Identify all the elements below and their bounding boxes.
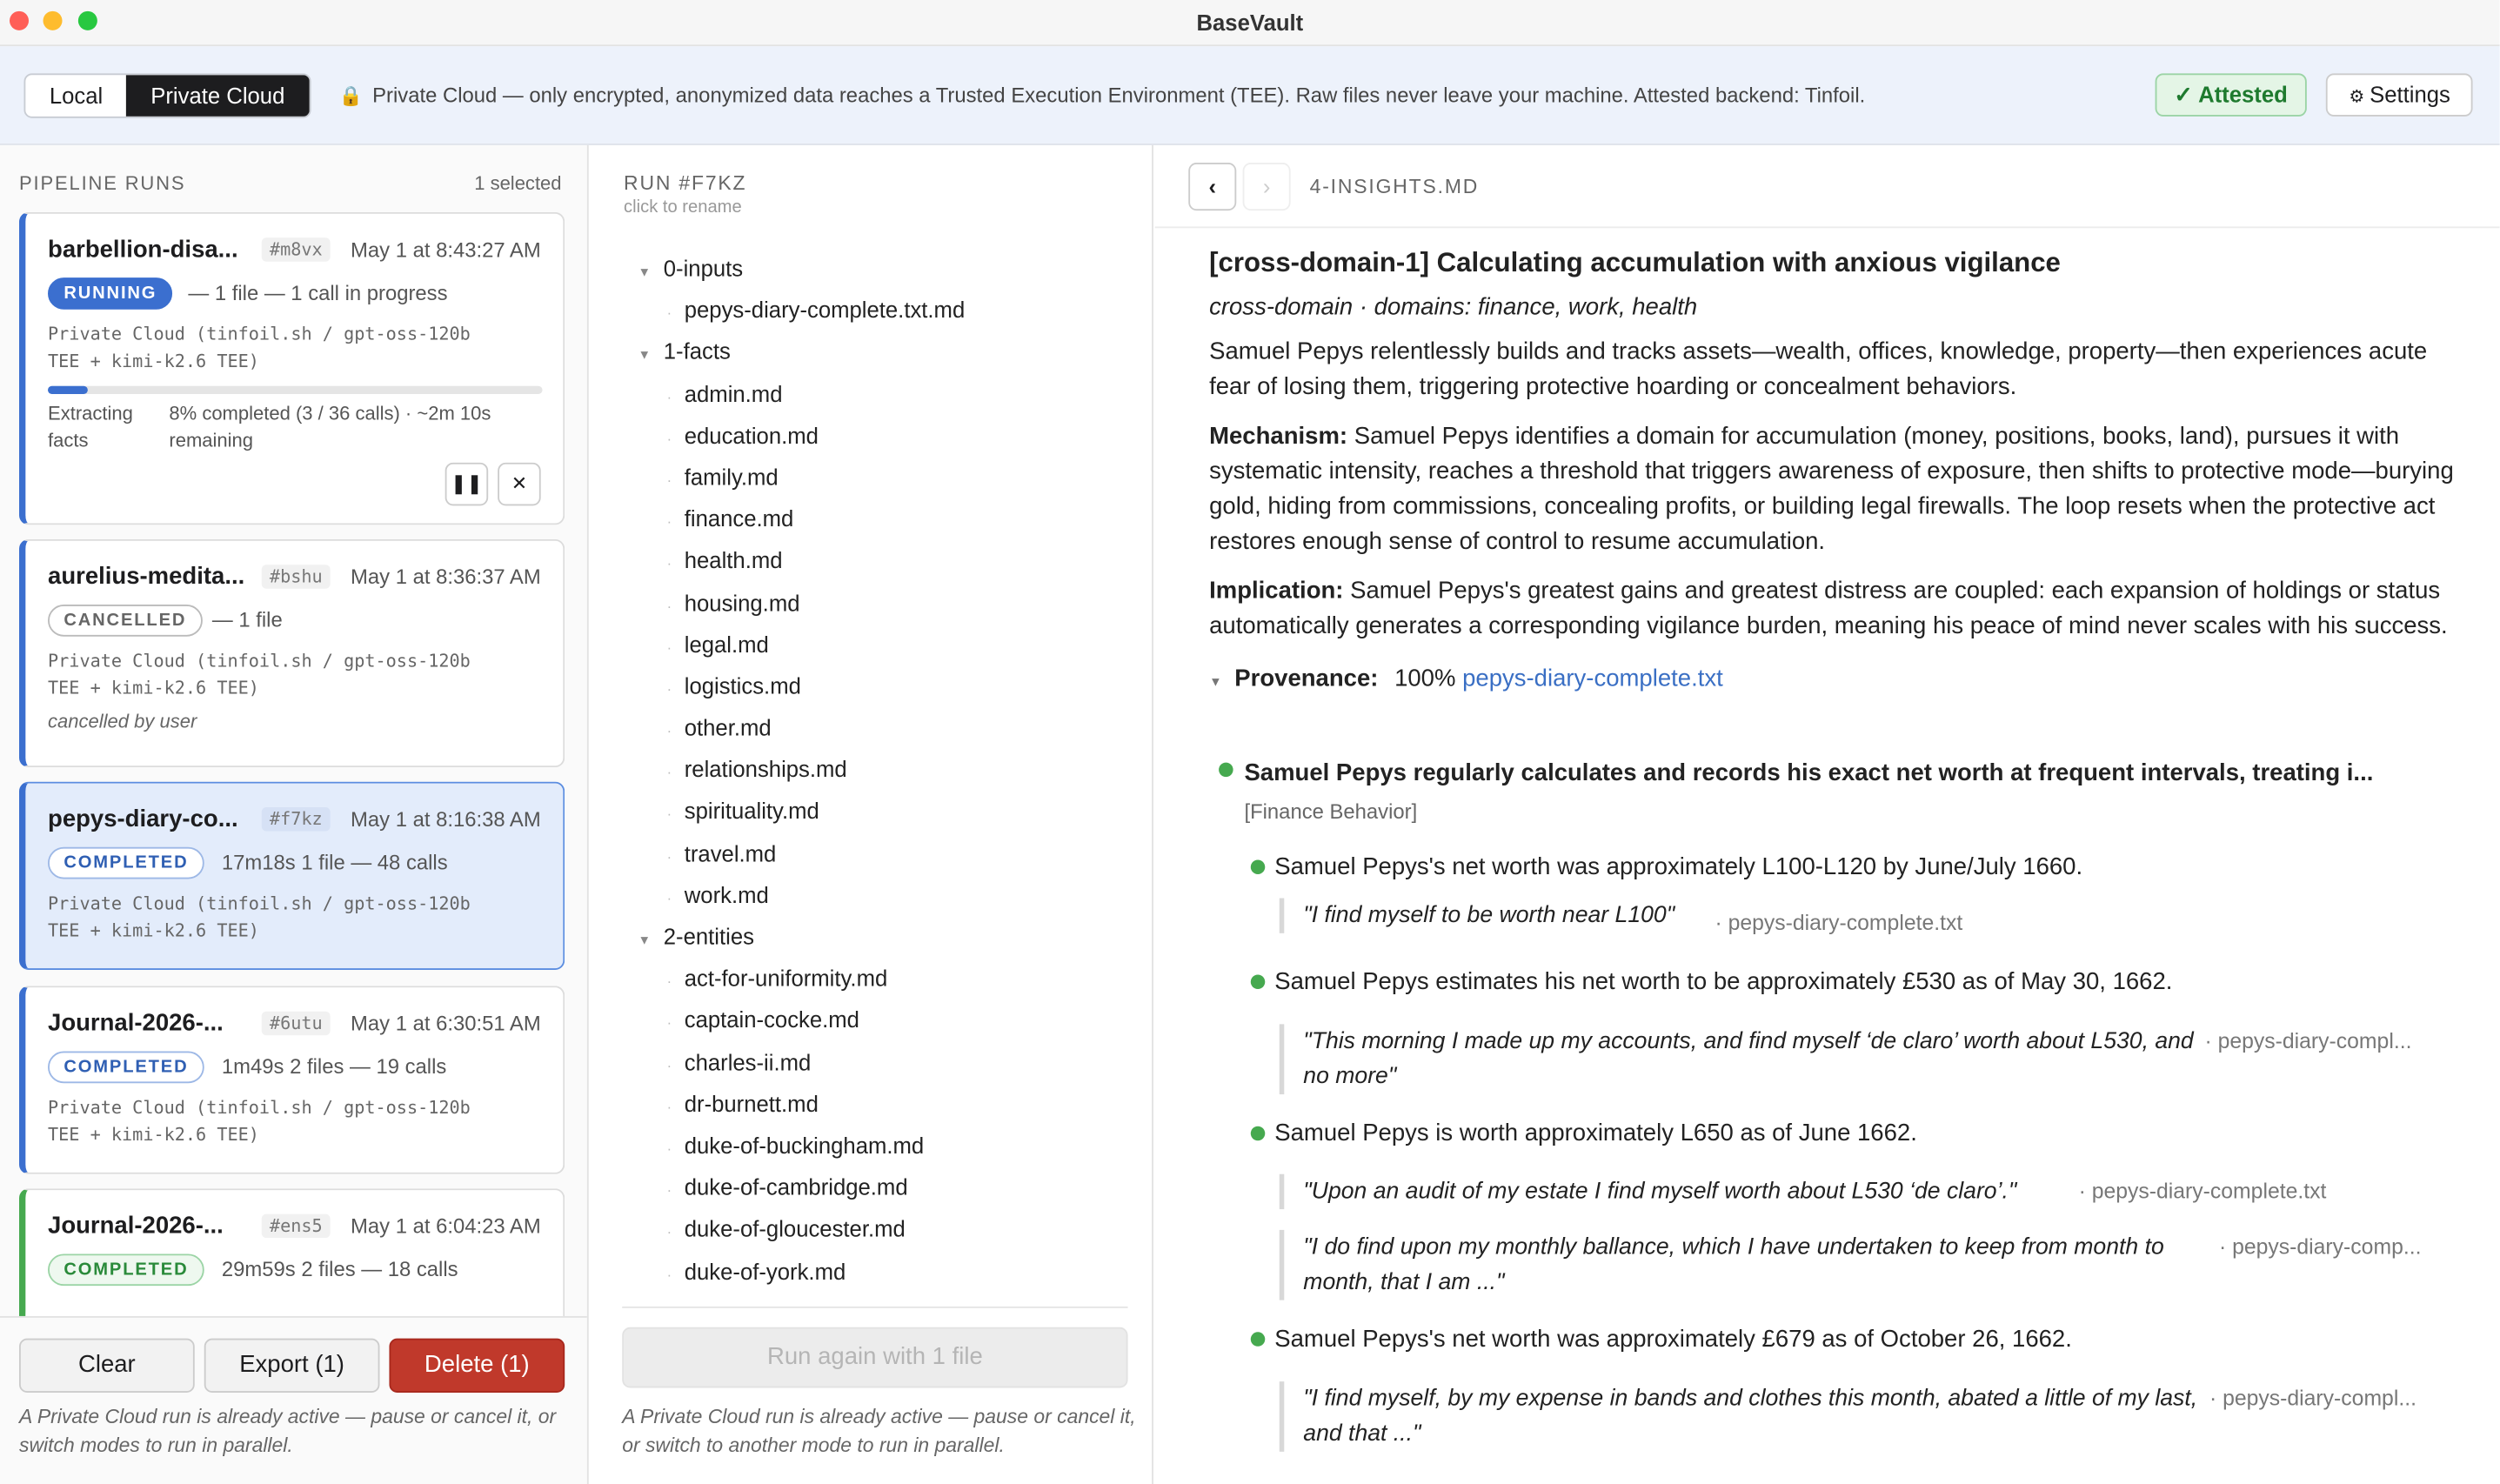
mode-bar	[0, 46, 2500, 145]
quote-source[interactable]: · pepys-diary-compl...	[2204, 1028, 2412, 1053]
cancel-run-button[interactable]	[498, 463, 541, 506]
fact-text: Samuel Pepys estimates his net worth to be approximately £530 as of May 30, 1662.	[1274, 968, 2173, 996]
bullet-icon: ·	[666, 847, 672, 865]
tree-file[interactable]	[638, 832, 1141, 874]
tree-item-label: logistics.md	[684, 672, 801, 699]
run-date: May 1 at 6:30:51 AM	[351, 1011, 541, 1036]
run-meta: 29m59s 2 files — 18 calls	[221, 1257, 458, 1281]
run-hash: #ens5	[262, 1214, 331, 1239]
close-icon: ✕	[511, 471, 528, 495]
run-card[interactable]	[19, 1188, 565, 1316]
fact-text: Samuel Pepys's net worth was approximately £679 as of October 26, 1662.	[1274, 1325, 2072, 1354]
progress-bar	[48, 386, 543, 394]
bullet-icon: ·	[666, 889, 672, 906]
quote-source[interactable]: · pepys-diary-complete.txt	[1715, 911, 1963, 935]
pipeline-runs-header: PIPELINE RUNS	[19, 172, 186, 195]
provenance-label: Provenance:	[1234, 665, 1379, 692]
run-card[interactable]	[19, 212, 565, 525]
run-step: Extracting facts	[48, 402, 133, 451]
tree-item-label: travel.md	[684, 839, 777, 866]
tree-item-label: legal.md	[684, 631, 769, 657]
bullet-icon: ·	[666, 1182, 672, 1199]
bullet-icon: ·	[666, 638, 672, 656]
quote-source[interactable]: · pepys-diary-comp...	[2218, 1234, 2422, 1259]
run-note: cancelled by user	[48, 710, 197, 732]
run-hash: #m8vx	[262, 237, 331, 262]
quote-block: "I find myself to be worth near L100"	[1280, 898, 1710, 933]
lock-icon: 🔒	[338, 84, 364, 106]
tree-file[interactable]	[638, 1166, 1141, 1208]
tree-file[interactable]	[638, 707, 1141, 749]
tree-file[interactable]	[638, 1208, 1141, 1250]
fact-item	[1251, 853, 2082, 880]
run-card-selected[interactable]	[19, 782, 565, 970]
run-backend: Private Cloud (tinfoil.sh / gpt-oss-120b TEE + kimi-k2.6 TEE)	[48, 892, 471, 942]
run-meta: — 1 file — 1 call in progress	[188, 280, 448, 305]
tree-item-label: spirituality.md	[684, 798, 819, 825]
bullet-icon: ·	[666, 1266, 672, 1282]
run-card[interactable]	[19, 986, 565, 1173]
pipeline-runs-panel	[0, 145, 589, 1484]
settings-button[interactable]	[2327, 73, 2473, 117]
status-dot-icon	[1251, 859, 1266, 874]
mechanism-paragraph	[1209, 419, 2470, 559]
run-again-button[interactable]: Run again with 1 file	[622, 1327, 1127, 1388]
bullet-icon: ·	[666, 388, 672, 405]
bullet-icon: ·	[666, 764, 672, 781]
tree-file[interactable]	[638, 498, 1141, 539]
tree-folder[interactable]	[638, 916, 1141, 958]
left-footer-note: A Private Cloud run is already active — pause or cancel it, or switch modes to run in parallel.	[19, 1405, 557, 1457]
tree-item-label: pepys-diary-complete.txt.md	[684, 297, 966, 323]
run-card[interactable]	[19, 539, 565, 767]
run-date: May 1 at 8:43:27 AM	[351, 237, 541, 262]
run-title: Journal-2026-...	[48, 1212, 224, 1240]
tree-item-label: work.md	[684, 881, 769, 908]
tree-item-label: charles-ii.md	[684, 1048, 812, 1075]
bullet-icon: ·	[666, 471, 672, 489]
title-bar	[0, 0, 2500, 46]
run-backend: Private Cloud (tinfoil.sh / gpt-oss-120b TEE + kimi-k2.6 TEE)	[48, 324, 471, 372]
app-title: BaseVault	[1196, 10, 1304, 36]
status-dot-icon	[1251, 1126, 1266, 1141]
tree-item-label: captain-cocke.md	[684, 1006, 859, 1033]
run-hash: #f7kz	[262, 807, 331, 832]
quote-block: "This morning I made up my accounts, and find myself ‘de claro’ worth about L530, and no more"	[1280, 1024, 2205, 1094]
run-title[interactable]: RUN #F7KZ	[624, 172, 747, 195]
tree-file[interactable]	[638, 749, 1141, 791]
run-hash: #6utu	[262, 1012, 331, 1036]
insight-summary: Samuel Pepys relentlessly builds and tracks assets—wealth, offices, knowledge, property—then experiences acute fear of losing them, triggering protective hoarding or concealment behaviors.	[1209, 338, 2428, 401]
bullet-icon: ·	[666, 1140, 672, 1157]
chevron-down-icon: ▼	[1209, 674, 1222, 690]
divider	[622, 1307, 1127, 1308]
tree-file[interactable]	[638, 372, 1141, 414]
claim-tag: [Finance Behavior]	[1244, 799, 1418, 824]
tree-folder[interactable]	[638, 247, 1141, 289]
implication-label: Implication:	[1209, 577, 1344, 605]
run-hash: #bshu	[262, 565, 331, 589]
file-name: 4-INSIGHTS.MD	[1309, 175, 1480, 198]
mode-switch	[24, 72, 311, 117]
provenance-row[interactable]	[1209, 662, 2470, 700]
tree-item-label: duke-of-cambridge.md	[684, 1173, 908, 1200]
export-button[interactable]: Export (1)	[204, 1339, 380, 1393]
chevron-down-icon: ▼	[638, 933, 652, 948]
bullet-icon: ·	[666, 973, 672, 990]
status-dot-icon	[1219, 763, 1233, 778]
run-date: May 1 at 6:04:23 AM	[351, 1213, 541, 1239]
mechanism-text: Samuel Pepys identifies a domain for accumulation (money, positions, books, land), pursues it with systematic intensity, reaches a threshold that triggers awareness of exposure, then shifts to protective mode—burying gold, hiding from commissions, concealing profits, or building legal firewalls. The loop resets when the protective act restores enough sense of control to resume accumulation.	[1209, 422, 2454, 556]
chevron-left-icon: ‹	[1208, 173, 1217, 200]
tree-item-label: other.md	[684, 714, 772, 741]
tree-item-label: finance.md	[684, 505, 794, 531]
quote-block: "I find myself, by my expense in bands and clothes this month, abated a little of my last, and that ..."	[1280, 1381, 2205, 1452]
gear-icon: ⚙	[2349, 87, 2370, 107]
tree-file[interactable]	[638, 665, 1141, 707]
file-tree	[638, 247, 1141, 1292]
tree-item-label: duke-of-gloucester.md	[684, 1216, 906, 1242]
tree-item-label: family.md	[684, 464, 779, 490]
status-badge: RUNNING	[48, 277, 173, 310]
fact-item	[1251, 1326, 2072, 1353]
progress-fill	[48, 386, 87, 394]
document-viewer	[1155, 145, 2500, 1484]
tree-item-label: 1-facts	[663, 338, 731, 364]
tree-item-label: duke-of-york.md	[684, 1258, 846, 1284]
bullet-icon: ·	[666, 555, 672, 572]
tree-file[interactable]	[638, 1083, 1141, 1125]
bullet-icon: ·	[666, 1015, 672, 1032]
run-title: aurelius-medita...	[48, 563, 245, 591]
implication-text: Samuel Pepys's greatest gains and greatest distress are coupled: each expansion of holdings or status automatically generates a corresponding vigilance burden, meaning his peace of mind never scales with his success.	[1209, 577, 2448, 640]
tree-file[interactable]	[638, 623, 1141, 665]
tree-item-label: duke-of-buckingham.md	[684, 1132, 925, 1159]
divider	[0, 1316, 587, 1318]
back-button[interactable]	[1188, 163, 1236, 211]
pause-button[interactable]	[445, 463, 489, 506]
status-badge: COMPLETED	[48, 847, 204, 879]
claim-text: Samuel Pepys regularly calculates and records his exact net worth at frequent intervals, treating i...	[1244, 759, 2374, 787]
fact-item	[1251, 968, 2173, 995]
run-meta: 1m49s 2 files — 19 calls	[221, 1054, 447, 1079]
tree-item-label: admin.md	[684, 380, 783, 406]
run-title: Journal-2026-...	[48, 1009, 224, 1038]
tree-file[interactable]	[638, 539, 1141, 581]
check-icon: ✓	[2174, 81, 2199, 107]
status-badge: COMPLETED	[48, 1052, 204, 1084]
quote-source[interactable]: · pepys-diary-complete.txt	[2078, 1179, 2327, 1203]
bullet-icon: ·	[666, 304, 672, 321]
forward-button[interactable]	[1243, 163, 1291, 211]
fact-item	[1251, 1120, 1917, 1146]
attested-badge[interactable]	[2155, 73, 2306, 117]
tree-file[interactable]	[638, 1041, 1141, 1083]
tree-item-label: health.md	[684, 547, 783, 573]
run-backend: Private Cloud (tinfoil.sh / gpt-oss-120b TEE + kimi-k2.6 TEE)	[48, 651, 471, 699]
delete-button[interactable]: Delete (1)	[389, 1339, 565, 1393]
chevron-right-icon: ›	[1262, 173, 1271, 200]
bullet-icon: ·	[666, 680, 672, 698]
bullet-icon: ·	[666, 597, 672, 614]
tree-file[interactable]	[638, 289, 1141, 331]
status-dot-icon	[1251, 975, 1266, 990]
status-dot-icon	[1251, 1332, 1266, 1347]
clear-button[interactable]: Clear	[19, 1339, 195, 1393]
tree-item-label: 0-inputs	[663, 255, 744, 281]
tree-file[interactable]	[638, 1125, 1141, 1166]
run-meta: — 1 file	[211, 607, 283, 632]
mode-local-tab[interactable]: Local	[49, 82, 104, 108]
run-files-panel	[591, 145, 1153, 1484]
run-date: May 1 at 8:36:37 AM	[351, 565, 541, 589]
progress-text: 8% completed (3 / 36 calls) · ~2m 10s remaining	[169, 402, 491, 451]
quote-block: "I do find upon my monthly ballance, which I have undertaken to keep from month to month, that I am ..."	[1280, 1230, 2213, 1300]
status-badge: COMPLETED	[48, 1253, 204, 1286]
tree-file[interactable]	[638, 1250, 1141, 1292]
tree-item-label: housing.md	[684, 589, 800, 615]
rename-hint: click to rename	[624, 197, 742, 217]
run-date: May 1 at 8:16:38 AM	[351, 806, 541, 832]
insight-heading: [cross-domain-1] Calculating accumulation with anxious vigilance	[1209, 247, 2061, 278]
chevron-down-icon: ▼	[638, 348, 652, 363]
implication-paragraph	[1209, 574, 2470, 645]
tree-item-label: 2-entities	[663, 923, 754, 950]
mid-footer-note: A Private Cloud run is already active — pause or cancel it, or switch to another mode to run in parallel.	[622, 1405, 1136, 1457]
quote-block: "Upon an audit of my estate I find myself worth about L530 ‘de claro’."	[1280, 1174, 2077, 1209]
pause-icon: ❚❚	[450, 471, 483, 495]
fact-text: Samuel Pepys is worth approximately L650 as of June 1662.	[1274, 1120, 1917, 1147]
settings-label: Settings	[2370, 81, 2450, 107]
bullet-icon: ·	[666, 1057, 672, 1073]
tree-item-label: act-for-uniformity.md	[684, 965, 888, 992]
tree-file[interactable]	[638, 999, 1141, 1041]
mode-private-cloud-tab[interactable]: Private Cloud	[127, 74, 309, 116]
document-content	[1209, 228, 2470, 700]
tree-file[interactable]	[638, 414, 1141, 456]
bullet-icon: ·	[666, 722, 672, 739]
tree-item-label: dr-burnett.md	[684, 1090, 819, 1117]
run-title: pepys-diary-co...	[48, 806, 238, 833]
status-badge: CANCELLED	[48, 605, 203, 637]
bullet-icon: ·	[666, 430, 672, 447]
tree-item-label: education.md	[684, 422, 819, 448]
mechanism-label: Mechanism:	[1209, 422, 1348, 451]
mode-banner: Private Cloud — only encrypted, anonymized data reaches a Trusted Execution Environment (TEE). Raw files never leave your machine. Attested backend: Tinfoil.	[372, 83, 1866, 107]
provenance-percent: 100%	[1394, 665, 1456, 692]
attested-label: Attested	[2198, 81, 2288, 107]
tree-file[interactable]	[638, 874, 1141, 916]
tree-folder[interactable]	[638, 331, 1141, 372]
tree-file[interactable]	[638, 791, 1141, 832]
run-title: barbellion-disa...	[48, 236, 238, 264]
selection-count: 1 selected	[474, 172, 562, 195]
insight-domains: cross-domain · domains: finance, work, health	[1209, 293, 1698, 321]
quote-source[interactable]: · pepys-diary-compl...	[2209, 1386, 2416, 1411]
tree-file[interactable]	[638, 958, 1141, 999]
tree-file[interactable]	[638, 456, 1141, 498]
bullet-icon: ·	[666, 513, 672, 531]
bullet-icon: ·	[666, 1099, 672, 1115]
tree-file[interactable]	[638, 581, 1141, 623]
run-meta: 17m18s 1 file — 48 calls	[221, 850, 448, 874]
chevron-down-icon: ▼	[638, 264, 652, 279]
tree-item-label: relationships.md	[684, 756, 847, 783]
provenance-link[interactable]: pepys-diary-complete.txt	[1462, 665, 1723, 692]
bullet-icon: ·	[666, 1224, 672, 1240]
run-backend: Private Cloud (tinfoil.sh / gpt-oss-120b TEE + kimi-k2.6 TEE)	[48, 1097, 471, 1146]
bullet-icon: ·	[666, 806, 672, 823]
fact-text: Samuel Pepys's net worth was approximately L100-L120 by June/July 1660.	[1274, 853, 2083, 881]
